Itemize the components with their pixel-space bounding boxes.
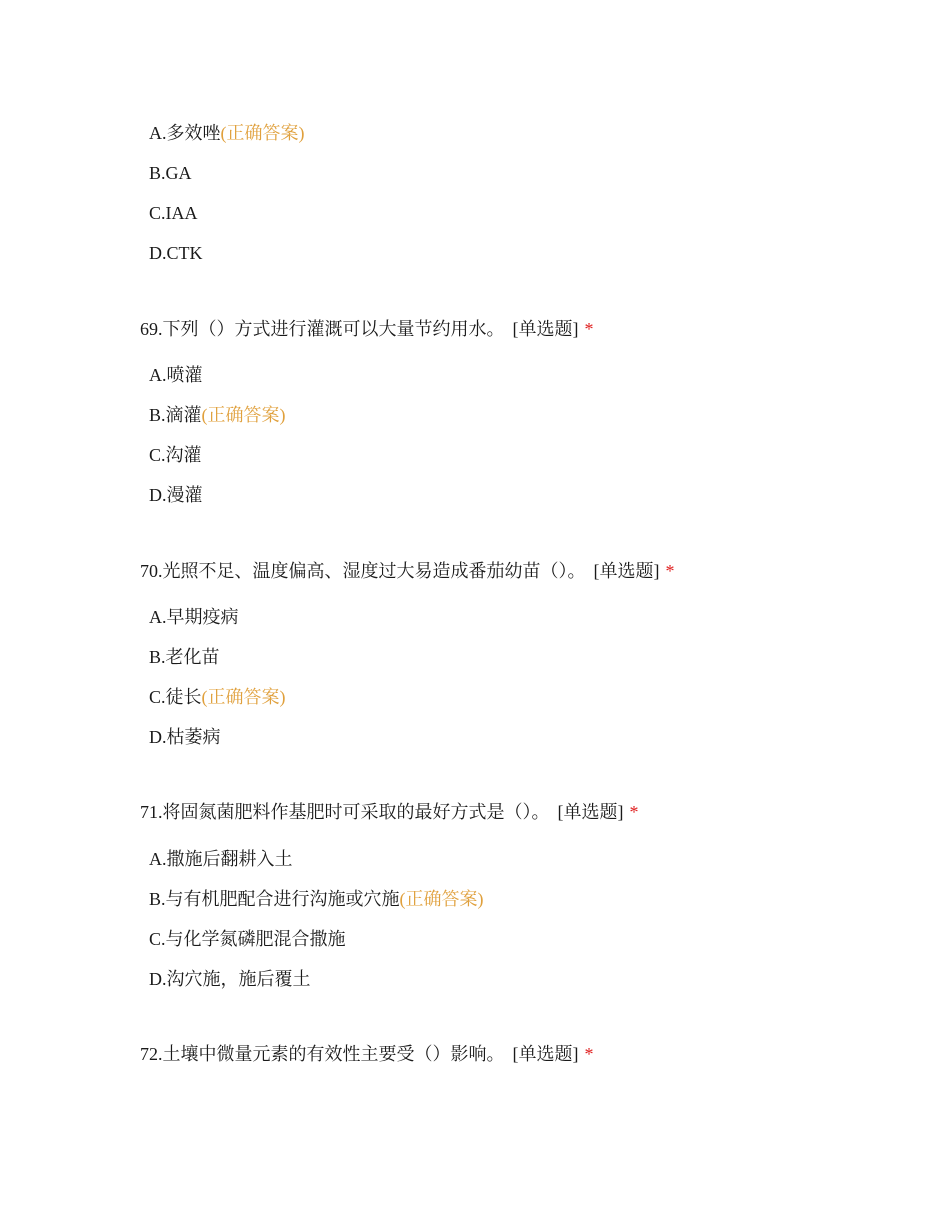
correct-answer-tag: (正确答案) xyxy=(220,123,305,143)
option-label: C.与化学氮磷肥混合撒施 xyxy=(149,929,346,949)
option-label: B.GA xyxy=(149,163,192,183)
option-69-b xyxy=(149,403,286,427)
required-mark: * xyxy=(665,561,675,581)
question-text: 70.光照不足、温度偏高、湿度过大易造成番茄幼苗（）。 xyxy=(140,561,586,581)
option-69-c xyxy=(149,443,202,467)
option-label: B.老化苗 xyxy=(149,647,220,667)
option-label: C.徒长 xyxy=(149,687,202,707)
option-68-d xyxy=(149,241,203,265)
option-68-b xyxy=(149,161,192,185)
required-mark: * xyxy=(584,1044,594,1064)
question-type: [单选题] xyxy=(512,1044,579,1064)
option-label: A.撒施后翻耕入土 xyxy=(149,849,293,869)
option-71-c xyxy=(149,927,346,951)
option-label: D.漫灌 xyxy=(149,485,203,505)
option-70-c xyxy=(149,685,286,709)
option-label: A.多效唑 xyxy=(149,123,221,143)
required-mark: * xyxy=(584,319,594,339)
option-71-d xyxy=(149,967,311,991)
question-70-stem xyxy=(140,559,675,583)
correct-answer-tag: (正确答案) xyxy=(201,687,286,707)
option-71-a xyxy=(149,847,293,871)
option-70-b xyxy=(149,645,220,669)
question-text: 69.下列（）方式进行灌溉可以大量节约用水。 xyxy=(140,319,505,339)
option-69-d xyxy=(149,483,203,507)
option-label: D.枯萎病 xyxy=(149,727,221,747)
option-70-a xyxy=(149,605,239,629)
correct-answer-tag: (正确答案) xyxy=(201,405,286,425)
option-label: B.与有机肥配合进行沟施或穴施 xyxy=(149,889,400,909)
option-label: D.CTK xyxy=(149,243,203,263)
question-text: 71.将固氮菌肥料作基肥时可采取的最好方式是（）。 xyxy=(140,802,550,822)
question-type: [单选题] xyxy=(557,802,624,822)
option-label: D.沟穴施，施后覆土 xyxy=(149,969,311,989)
required-mark: * xyxy=(629,802,639,822)
option-label: B.滴灌 xyxy=(149,405,202,425)
option-68-a xyxy=(149,121,305,145)
option-label: A.早期疫病 xyxy=(149,607,239,627)
question-type: [单选题] xyxy=(512,319,579,339)
option-70-d xyxy=(149,725,221,749)
option-label: C.IAA xyxy=(149,203,198,223)
option-label: C.沟灌 xyxy=(149,445,202,465)
question-71-stem xyxy=(140,800,639,824)
question-text: 72.土壤中微量元素的有效性主要受（）影响。 xyxy=(140,1044,505,1064)
option-71-b xyxy=(149,887,484,911)
option-68-c xyxy=(149,201,198,225)
option-69-a xyxy=(149,363,203,387)
question-type: [单选题] xyxy=(593,561,660,581)
option-label: A.喷灌 xyxy=(149,365,203,385)
question-72-stem xyxy=(140,1042,594,1066)
question-69-stem xyxy=(140,317,594,341)
correct-answer-tag: (正确答案) xyxy=(399,889,484,909)
